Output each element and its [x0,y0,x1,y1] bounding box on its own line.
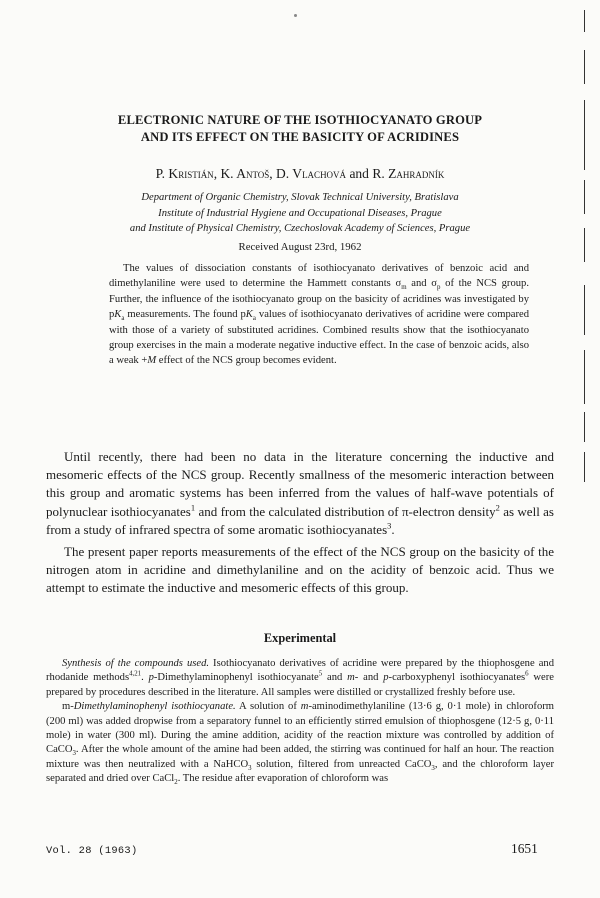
section-heading-experimental: Experimental [263,631,337,645]
scan-edge-line [584,10,585,32]
citation[interactable]: 2 [495,502,500,513]
citation[interactable]: 5 [318,670,323,678]
citation[interactable]: 3 [387,520,392,531]
affiliations [40,190,560,237]
scan-edge-line [584,452,585,482]
affiliation: and Institute of Physical Chemistry, Czechoslovak Academy of Sciences, Prague [129,223,471,234]
author: R. Zahradník [372,166,445,181]
intro-paragraph: The present paper reports measurements of the effect of the NCS group on the basicity of the nitrogen atom in acridine and dimethylaniline and on the acidity of benzoic acid. Thus we attempt to estimate the inductive and mesomeric effects of this group. [46,544,554,596]
scan-edge-line [584,285,585,335]
affiliation: Institute of Industrial Hygiene and Occupational Diseases, Prague [158,207,442,219]
scan-edge-line [584,228,585,262]
experimental-paragraph: m-Dimethylaminophenyl isothiocyanate. A solution of m-aminodimethylaniline (13·6 g, 0·1 mole) in chloroform (200 ml) was added dropwise from a separatory funnel to an efficiently stirred emulsion of thiophosgene (12·5 g, 0·11 mole) in water (300 ml). During the amine addition, acidity of the reaction mixture was controlled by addition of CaCO$_3$. After the whole amount of the amine had been added, the stirring was continued for half an hour. The reaction mixture was then neutralized with a NaHCO$_3$ solution, filtered from unreacted CaCO$_3$, and the chloroform layer separated and dried over CaCl$_2$. The residue after evaporation of chloroform was [46,701,555,787]
citation[interactable]: 6 [525,670,529,678]
received-date: Received August 23rd, 1962 [238,241,362,253]
author: D. Vlachová [276,166,347,181]
paper-title [40,112,560,146]
scan-speck [294,14,297,17]
affiliation: Department of Organic Chemistry, Slovak Technical University, Bratislava [141,192,459,203]
introduction [46,448,554,602]
citation[interactable]: 1 [190,502,196,513]
author: K. Antoš [220,166,270,181]
intro-paragraph: Until recently, there had been no data in the literature concerning the inductive and mesomeric effects of the NCS group. Recently smallness of the mesomeric interaction between this group and aromatic systems has been inferred from the values of half-wave potentials of polynuclear isothiocyanates$^1$ and from the calculated distribution of π-electron density$^2$ as well as from a study of infrared spectra of some aromatic isothiocyanates$^3$. [46,449,554,537]
experimental-section [46,657,554,787]
author: P. Kristián [155,166,214,181]
experimental-paragraph: Synthesis of the compounds used. Isothiocyanato derivatives of acridine were prepared by the thiophosgene and rhodanide methods$^{4,21}$. p-Dimethylaminophenyl isothiocyanate$^5$ and m- and p-carboxyphenyl isothiocyanates$^6$ were prepared by procedures described in the literature. All samples were distilled or crystallized freshly before use. [46,658,554,698]
author-list: P. Kristián, K. Antoš, D. Vlachová and R. Zahradník [155,166,445,181]
page-number: 1651 [511,841,538,856]
journal-volume: Vol. 28 (1963) [46,845,138,857]
abstract: The values of dissociation constants of isothiocyanato derivatives of benzoic acid and dimethylaniline were used to determine the Hammett constants $\sigma_m$ and $\sigma_p$ of the NCS group. Further, the influence of the isothiocyanato group on the basicity of acridines was investigated by $pK_a$ measurements. The found $pK_a$ values of isothiocyanato derivatives of acridine were compared with those of a variety of substituted acridines. Combined results show that the isothiocyanato group exercises in the main a moderate negative inductive effect. In the case of benzoic acids, also a weak +M effect of the NCS group becomes evident. [109,263,529,367]
title-line: AND ITS EFFECT ON THE BASICITY OF ACRIDINES [140,130,460,144]
citation[interactable]: 4,21 [129,670,142,678]
scan-edge-line [584,100,585,170]
scan-edge-line [584,50,585,84]
scan-edge-line [584,350,585,404]
title-line: ELECTRONIC NATURE OF THE ISOTHIOCYANATO GROUP [117,113,483,127]
scan-edge-line [584,180,585,214]
scan-edge-line [584,412,585,442]
